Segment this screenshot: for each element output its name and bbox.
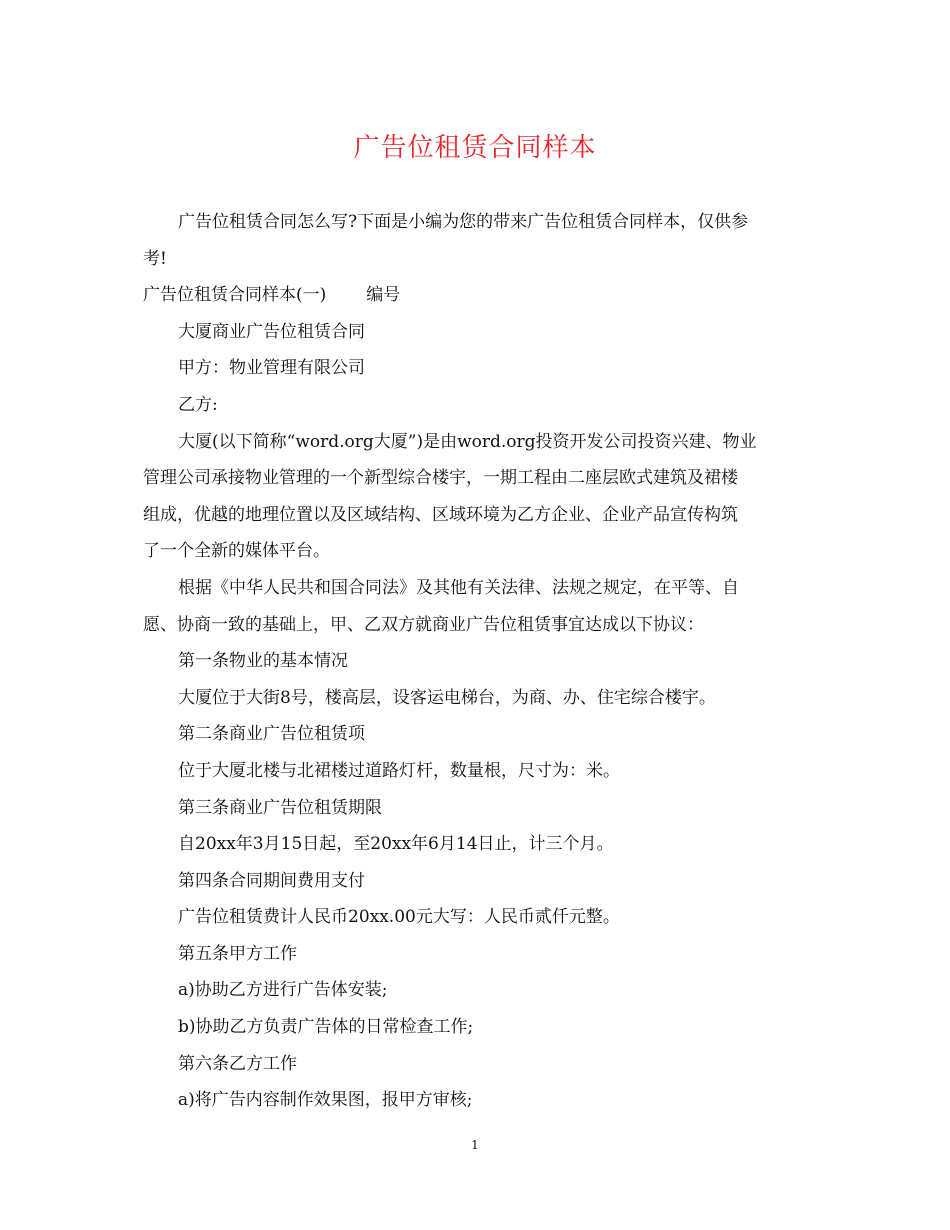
contract-name: 大厦商业广告位租赁合同: [178, 321, 365, 342]
document-title: 广告位租赁合同样本: [353, 133, 597, 163]
article-2-heading: 第二条商业广告位租赁项: [178, 724, 365, 745]
article-5-heading: 第五条甲方工作: [178, 943, 297, 964]
article-3-heading: 第三条商业广告位租赁期限: [178, 797, 382, 818]
building-desc-line-4: 了一个全新的媒体平台。: [143, 541, 330, 562]
article-6-item-a: a)将广告内容制作效果图，报甲方审核;: [178, 1090, 473, 1111]
article-5-item-b: b)协助乙方负责广告体的日常检查工作;: [178, 1017, 474, 1038]
sample-heading-text: 广告位租赁合同样本(一): [143, 285, 327, 306]
page-number: 1: [471, 1138, 479, 1152]
article-4-text: 广告位租赁费计人民币20xx.00元大写：人民币贰仟元整。: [178, 907, 620, 928]
legal-basis-line-2: 愿、协商一致的基础上，甲、乙双方就商业广告位租赁事宜达成以下协议：: [143, 614, 704, 635]
document-body: [143, 204, 807, 1119]
number-label: 编号: [366, 285, 401, 306]
party-b: 乙方:: [178, 394, 218, 415]
building-desc-line-2: 管理公司承接物业管理的一个新型综合楼宇，一期工程由二座层欧式建筑及裙楼: [143, 468, 738, 489]
article-5-item-a: a)协助乙方进行广告体安装;: [178, 980, 388, 1001]
article-1-text: 大厦位于大街8号，楼高层，设客运电梯台，为商、办、住宅综合楼宇。: [178, 687, 716, 708]
building-desc-line-1: 大厦(以下简称“word.org大厦”)是由word.org投资开发公司投资兴建、物业: [178, 431, 757, 452]
intro-line-1: 广告位租赁合同怎么写?下面是小编为您的带来广告位租赁合同样本，仅供参: [178, 212, 749, 232]
article-4-heading: 第四条合同期间费用支付: [178, 870, 365, 891]
intro-line-2: 考!: [143, 248, 167, 269]
party-a: 甲方：物业管理有限公司: [178, 358, 365, 379]
sample-heading: [143, 277, 807, 314]
article-2-text: 位于大厦北楼与北裙楼过道路灯杆，数量根，尺寸为：米。: [178, 760, 620, 781]
legal-basis-line-1: 根据《中华人民共和国合同法》及其他有关法律、法规之规定，在平等、自: [178, 577, 739, 598]
article-3-text: 自20xx年3月15日起，至20xx年6月14日止，计三个月。: [178, 834, 614, 855]
article-1-heading: 第一条物业的基本情况: [178, 651, 348, 672]
building-desc-line-3: 组成，优越的地理位置以及区域结构、区域环境为乙方企业、企业产品宣传构筑: [143, 504, 738, 525]
article-6-heading: 第六条乙方工作: [178, 1053, 297, 1074]
